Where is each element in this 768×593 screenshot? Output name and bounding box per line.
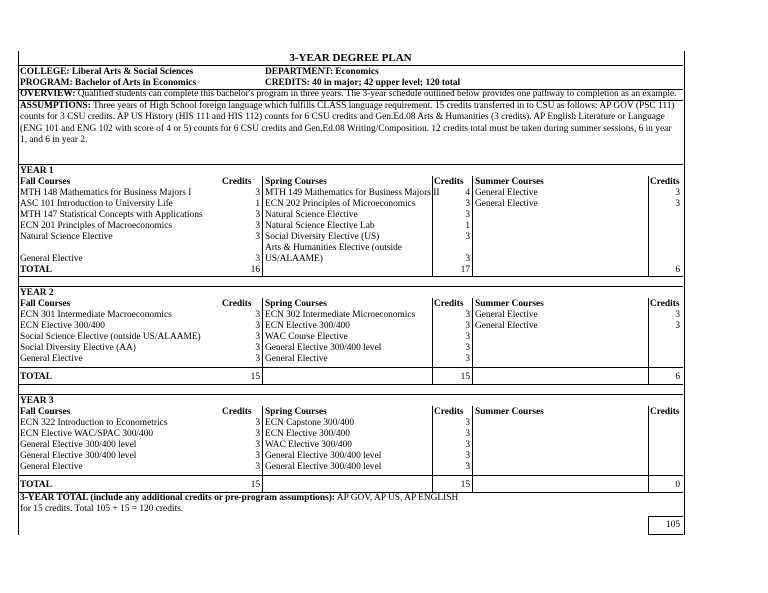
- credit-value: 3: [465, 418, 470, 428]
- credit-value: 3: [255, 343, 260, 353]
- year1-spring-total: 17: [460, 265, 470, 275]
- credit-value: 1: [465, 221, 470, 231]
- list-item: ECN Capstone 300/400: [265, 418, 355, 428]
- year3-spring-credits-header: Credits: [434, 407, 464, 417]
- list-item: MTH 149 Mathematics for Business Majors II: [265, 188, 440, 198]
- year3-summer-header: Summer Courses: [475, 407, 544, 417]
- year1-label: YEAR 1: [20, 166, 54, 176]
- year1-fall-total: 16: [250, 265, 260, 275]
- credit-value: 3: [675, 199, 680, 209]
- year2-fall-total: 15: [250, 372, 260, 382]
- credit-value: 3: [465, 429, 470, 439]
- credit-value: 3: [465, 210, 470, 220]
- credit-value: 3: [465, 343, 470, 353]
- three-year-total-label: 3-YEAR TOTAL (include any additional credits or pre-program assumptions):: [20, 493, 335, 503]
- list-item: MTH 147 Statistical Concepts with Applications: [20, 210, 203, 220]
- year3-fall-header: Fall Courses: [20, 407, 71, 417]
- year1-total-label: TOTAL: [20, 265, 52, 275]
- college-label: COLLEGE: Liberal Arts & Social Sciences: [20, 67, 194, 77]
- list-item: WAC Elective 300/400: [265, 440, 352, 450]
- credit-value: 3: [255, 188, 260, 198]
- year2-spring-credits-header: Credits: [434, 299, 464, 309]
- list-item: Social Diversity Elective (AA): [20, 343, 136, 353]
- list-item: ECN 302 Intermediate Microeconomics: [265, 310, 416, 320]
- credit-value: 3: [255, 254, 260, 264]
- year2-summer-header: Summer Courses: [475, 299, 544, 309]
- credit-value: 3: [465, 440, 470, 450]
- overview: [20, 89, 677, 100]
- list-item: General Elective 300/400 level: [20, 440, 137, 450]
- list-item: General Elective: [475, 188, 538, 198]
- list-item: Natural Science Elective: [265, 210, 358, 220]
- list-item: ASC 101 Introduction to University Life: [20, 199, 173, 209]
- credit-value: 3: [465, 332, 470, 342]
- credit-value: 3: [255, 451, 260, 461]
- year2-fall-credits-header: Credits: [222, 299, 252, 309]
- list-item: General Elective: [475, 199, 538, 209]
- assumptions-text: Three years of High School foreign language which fulfills CLASS language requirement. 15 credits transferred in to CSU as follows: AP GOV (PSC 111) counts for 3 CSU credits. AP US History (HIS 111 and HIS 112) counts for 6 CSU credits and Gen.Ed.08 Arts & Humanities (3 credits). AP English Literature or Language (ENG 101 and ENG 102 with score of 4 or 5) counts for 6 CSU credits and Gen.Ed.08 Writing/Composition. 12 credits total must be taken during summer sessions, 6 in year 1, and 6 in year 2.: [20, 101, 675, 146]
- list-item: General Elective: [20, 462, 83, 472]
- year3-label: YEAR 3: [20, 396, 54, 406]
- list-item: ECN Elective WAC/SPAC 300/400: [20, 429, 154, 439]
- program-label: PROGRAM: Bachelor of Arts in Economics: [20, 78, 197, 88]
- year1-summer-header: Summer Courses: [475, 177, 544, 187]
- credit-value: 1: [255, 199, 260, 209]
- year2-spring-header: Spring Courses: [265, 299, 327, 309]
- list-item: Arts & Humanities Elective (outside: [265, 243, 402, 253]
- list-item: General Elective: [475, 321, 538, 331]
- year2-label: YEAR 2: [20, 288, 54, 298]
- list-item: ECN 301 Intermediate Macroeconomics: [20, 310, 172, 320]
- credit-value: 3: [255, 221, 260, 231]
- list-item: Social Diversity Elective (US): [265, 232, 380, 242]
- credit-value: 3: [255, 232, 260, 242]
- year2-summer-credits-header: Credits: [650, 299, 680, 309]
- year1-fall-header: Fall Courses: [20, 177, 71, 187]
- list-item: WAC Course Elective: [265, 332, 348, 342]
- list-item: ECN 202 Principles of Microeconomics: [265, 199, 416, 209]
- year3-fall-total: 15: [250, 480, 260, 490]
- list-item: General Elective 300/400 level: [20, 451, 137, 461]
- list-item: ECN 322 Introduction to Econometrics: [20, 418, 168, 428]
- credit-value: 3: [255, 354, 260, 364]
- credit-value: 3: [255, 332, 260, 342]
- credit-value: 3: [255, 440, 260, 450]
- year1-spring-credits-header: Credits: [434, 177, 464, 187]
- year3-summer-total: 0: [675, 480, 680, 490]
- list-item: General Elective 300/400 level: [265, 451, 382, 461]
- year1-fall-credits-header: Credits: [222, 177, 252, 187]
- credit-value: 3: [675, 321, 680, 331]
- credit-value: 3: [675, 310, 680, 320]
- credit-value: 3: [465, 462, 470, 472]
- credit-value: 3: [255, 462, 260, 472]
- list-item: General Elective 300/400 level: [265, 462, 382, 472]
- year1-spring-header: Spring Courses: [265, 177, 327, 187]
- year2-summer-total: 6: [675, 372, 680, 382]
- credits-label: CREDITS: 40 in major; 42 upper level; 120 total: [265, 78, 461, 88]
- year1-summer-credits-header: Credits: [650, 177, 680, 187]
- page-title: 3-YEAR DEGREE PLAN: [289, 52, 412, 64]
- assumptions-label: ASSUMPTIONS:: [20, 101, 91, 111]
- credit-value: 3: [465, 254, 470, 264]
- list-item: General Elective: [265, 354, 328, 364]
- year2-fall-header: Fall Courses: [20, 299, 71, 309]
- credit-value: 3: [255, 418, 260, 428]
- credit-value: 4: [465, 188, 470, 198]
- credit-value: 3: [465, 451, 470, 461]
- three-year-total-note: for 15 credits. Total 105 + 15 = 120 credits.: [20, 504, 184, 514]
- three-year-total: [20, 493, 458, 504]
- credit-value: 3: [255, 321, 260, 331]
- department-label: DEPARTMENT: Economics: [265, 67, 379, 77]
- list-item: Natural Science Elective Lab: [265, 221, 375, 231]
- credit-value: 3: [255, 210, 260, 220]
- overview-text: Qualified students can complete this bachelor's program in three years. The 3-year schedule outlined below provides one pathway to completion as an example.: [77, 89, 677, 99]
- list-item: MTH 148 Mathematics for Business Majors I: [20, 188, 192, 198]
- overview-label: OVERVIEW:: [20, 89, 76, 99]
- assumptions: [20, 101, 680, 147]
- year3-fall-credits-header: Credits: [222, 407, 252, 417]
- credit-value: 3: [465, 199, 470, 209]
- year3-spring-total: 15: [460, 480, 470, 490]
- list-item: General Elective: [475, 310, 538, 320]
- credit-value: 3: [465, 321, 470, 331]
- credit-value: 3: [255, 310, 260, 320]
- year3-summer-credits-header: Credits: [650, 407, 680, 417]
- list-item: ECN Elective 300/400: [20, 321, 105, 331]
- list-item: Natural Science Elective: [20, 232, 113, 242]
- credit-value: 3: [675, 188, 680, 198]
- list-item: Social Science Elective (outside US/ALAAME): [20, 332, 201, 342]
- list-item: ECN Elective 300/400: [265, 429, 350, 439]
- year3-spring-header: Spring Courses: [265, 407, 327, 417]
- three-year-total-text: AP GOV, AP US, AP ENGLISH: [336, 493, 459, 503]
- year1-summer-total: 6: [675, 265, 680, 275]
- list-item: US/ALAAME): [265, 254, 323, 264]
- list-item: ECN Elective 300/400: [265, 321, 350, 331]
- year2-spring-total: 15: [460, 372, 470, 382]
- year3-total-label: TOTAL: [20, 480, 52, 490]
- list-item: ECN 201 Principles of Macroeconomics: [20, 221, 173, 231]
- credit-value: 3: [465, 310, 470, 320]
- list-item: General Elective: [20, 354, 83, 364]
- credit-value: 3: [465, 232, 470, 242]
- year2-total-label: TOTAL: [20, 372, 52, 382]
- list-item: General Elective: [20, 254, 83, 264]
- grand-total-value: 105: [665, 520, 680, 530]
- list-item: General Elective 300/400 level: [265, 343, 382, 353]
- credit-value: 3: [255, 429, 260, 439]
- credit-value: 3: [465, 354, 470, 364]
